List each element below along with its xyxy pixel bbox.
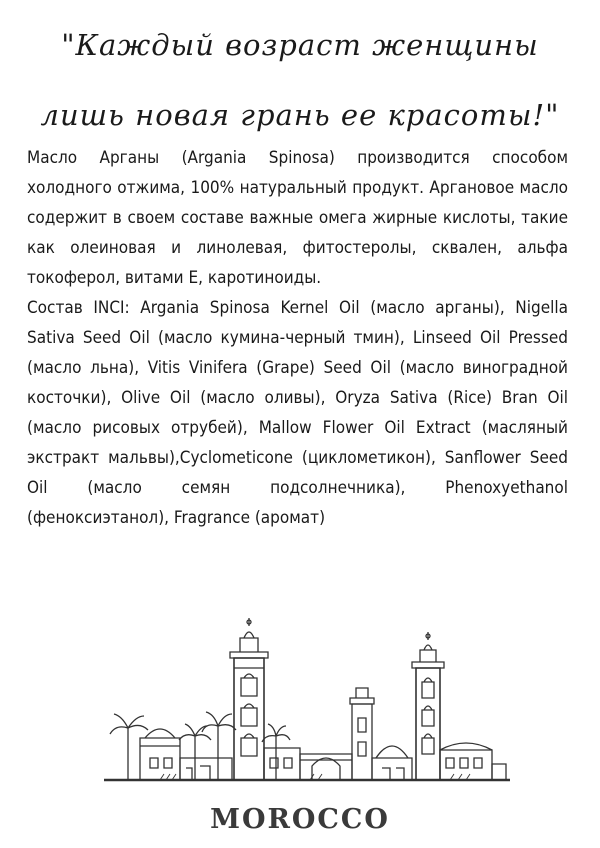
country-title: MOROCCO xyxy=(210,804,390,835)
description-paragraph-1: Масло Арганы (Argania Spinosa) производится способом холодного отжима, 100% натуральный продукт. Аргановое масло содержит в своем составе важные омега жирные кислоты, такие как олеиновая и линолевая, фитостеролы, сквален, альфа токоферол, витами E, каротиноиды. xyxy=(27,148,568,288)
quote-line-2: лишь новая грань ее красоты!" xyxy=(40,98,560,132)
product-description xyxy=(27,143,568,533)
quote-line-1: "Каждый возраст женщины xyxy=(61,28,539,62)
quote xyxy=(0,10,600,150)
ingredients-paragraph: Состав INCI: Argania Spinosa Kernel Oil (масло арганы), Nigella Sativa Seed Oil (масло кумина-черный тмин), Linseed Oil Pressed (масло льна), Vitis Vinifera (Grape) Seed Oil (масло виноградной косточки), Olive Oil (масло оливы), Oryza Sativa (Rice) Bran Oil (масло рисовых отрубей), Mallow Flower Oil Extract (масляный экстракт мальвы),Cyclometicone (циклометикон), Sanflower Seed Oil (масло семян подсолнечника), Phenoxyethanol (феноксиэтанол), Fragrance (аромат) xyxy=(27,298,568,528)
morocco-skyline-icon xyxy=(100,618,514,788)
